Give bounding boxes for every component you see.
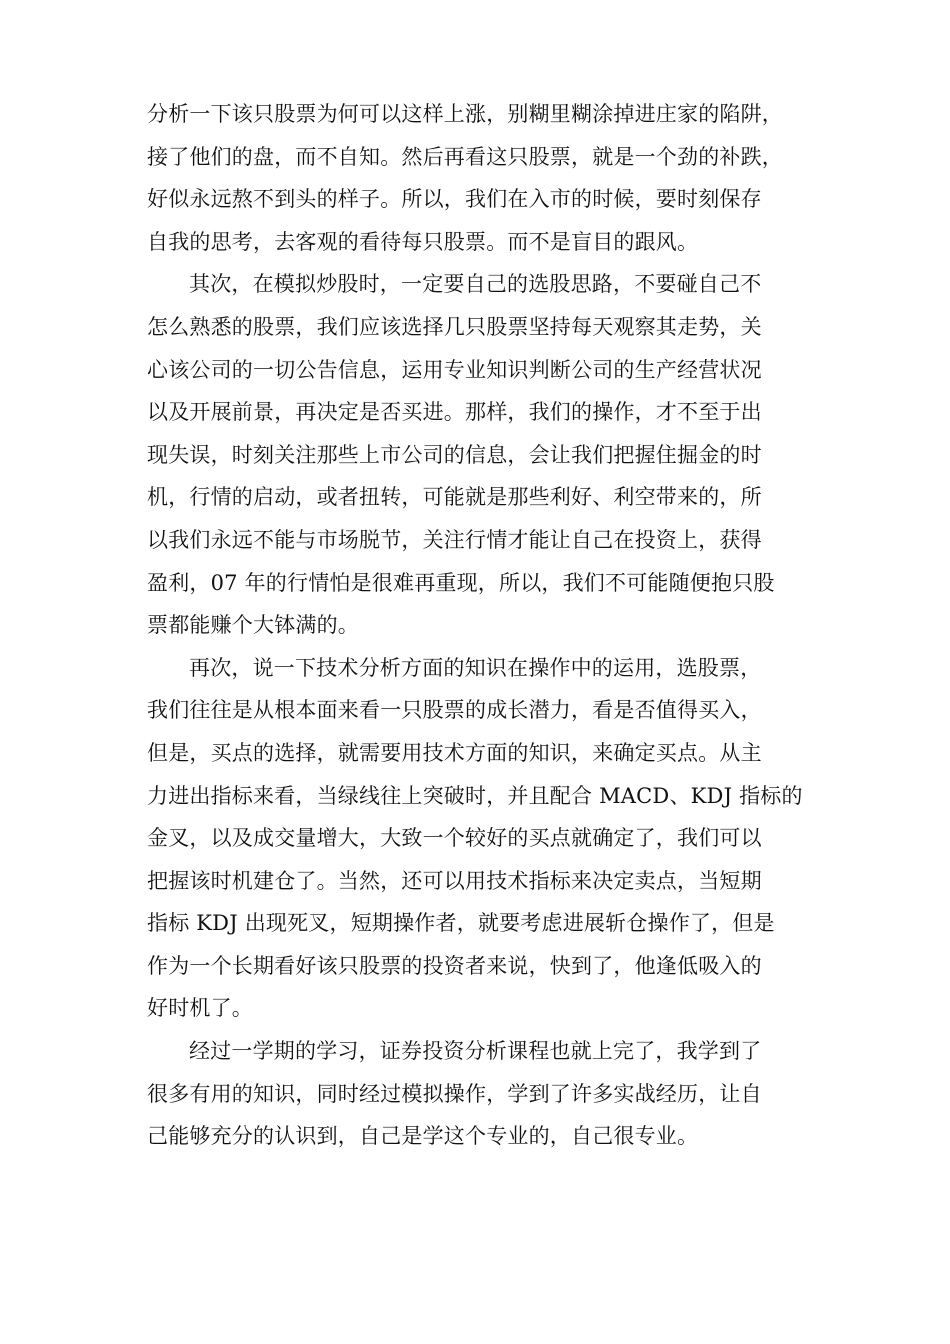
text-line: 现失误，时刻关注那些上市公司的信息，会让我们把握住掘金的时 xyxy=(147,442,762,467)
text-line: 力进出指标来看，当绿线往上突破时，并且配合 MACD、KDJ 指标的 xyxy=(147,783,803,808)
text-line: 分析一下该只股票为何可以这样上涨，别糊里糊涂掉进庄家的陷阱， xyxy=(147,102,783,126)
text-line: 指标 KDJ 出现死叉，短期操作者，就要考虑进展斩仓操作了，但是 xyxy=(147,911,775,936)
paragraph-4 xyxy=(147,1030,807,1158)
text-line: 我们往往是从根本面来看一只股票的成长潜力，看是否值得买入， xyxy=(147,698,762,723)
text-line: 其次，在模拟炒股时，一定要自己的选股思路，不要碰自己不 xyxy=(189,272,762,297)
text-line: 怎么熟悉的股票，我们应该选择几只股票坚持每天观察其走势，关 xyxy=(147,314,762,339)
text-line: 经过一学期的学习，证券投资分析课程也就上完了，我学到了 xyxy=(189,1039,762,1064)
text-line: 机，行情的启动，或者扭转，可能就是那些利好、利空带来的，所 xyxy=(147,485,762,510)
text-line: 但是，买点的选择，就需要用技术方面的知识，来确定买点。从主 xyxy=(147,740,762,765)
text-line: 把握该时机建仓了。当然，还可以用技术指标来决定卖点，当短期 xyxy=(147,868,762,893)
text-line: 金叉，以及成交量增大，大致一个较好的买点就确定了，我们可以 xyxy=(147,826,762,851)
paragraph-1 xyxy=(147,93,807,263)
document-body xyxy=(147,93,807,1158)
text-line: 盈利，07 年的行情怕是很难再重现，所以，我们不可能随便抱只股 xyxy=(147,570,775,595)
text-line: 好似永远熬不到头的样子。所以，我们在入市的时候，要时刻保存 xyxy=(147,187,762,212)
text-line: 很多有用的知识，同时经过模拟操作，学到了许多实战经历，让自 xyxy=(147,1081,762,1106)
text-line: 以我们永远不能与市场脱节，关注行情才能让自己在投资上，获得 xyxy=(147,527,762,552)
text-line: 心该公司的一切公告信息，运用专业知识判断公司的生产经营状况 xyxy=(147,357,762,382)
text-line: 接了他们的盘，而不自知。然后再看这只股票，就是一个劲的补跌， xyxy=(147,144,783,169)
text-line: 自我的思考，去客观的看待每只股票。而不是盲目的跟风。 xyxy=(147,229,699,254)
text-line: 作为一个长期看好该只股票的投资者来说，快到了，他逢低吸入的 xyxy=(147,953,762,978)
paragraph-3 xyxy=(147,647,807,1030)
text-line: 票都能赚个大钵满的。 xyxy=(147,613,359,638)
paragraph-2 xyxy=(147,263,807,646)
text-line: 以及开展前景，再决定是否买进。那样，我们的操作，才不至于出 xyxy=(147,400,762,425)
text-line: 好时机了。 xyxy=(147,996,253,1021)
text-line: 己能够充分的认识到，自己是学这个专业的，自己很专业。 xyxy=(147,1124,699,1149)
text-line: 再次，说一下技术分析方面的知识在操作中的运用，选股票， xyxy=(189,655,762,680)
